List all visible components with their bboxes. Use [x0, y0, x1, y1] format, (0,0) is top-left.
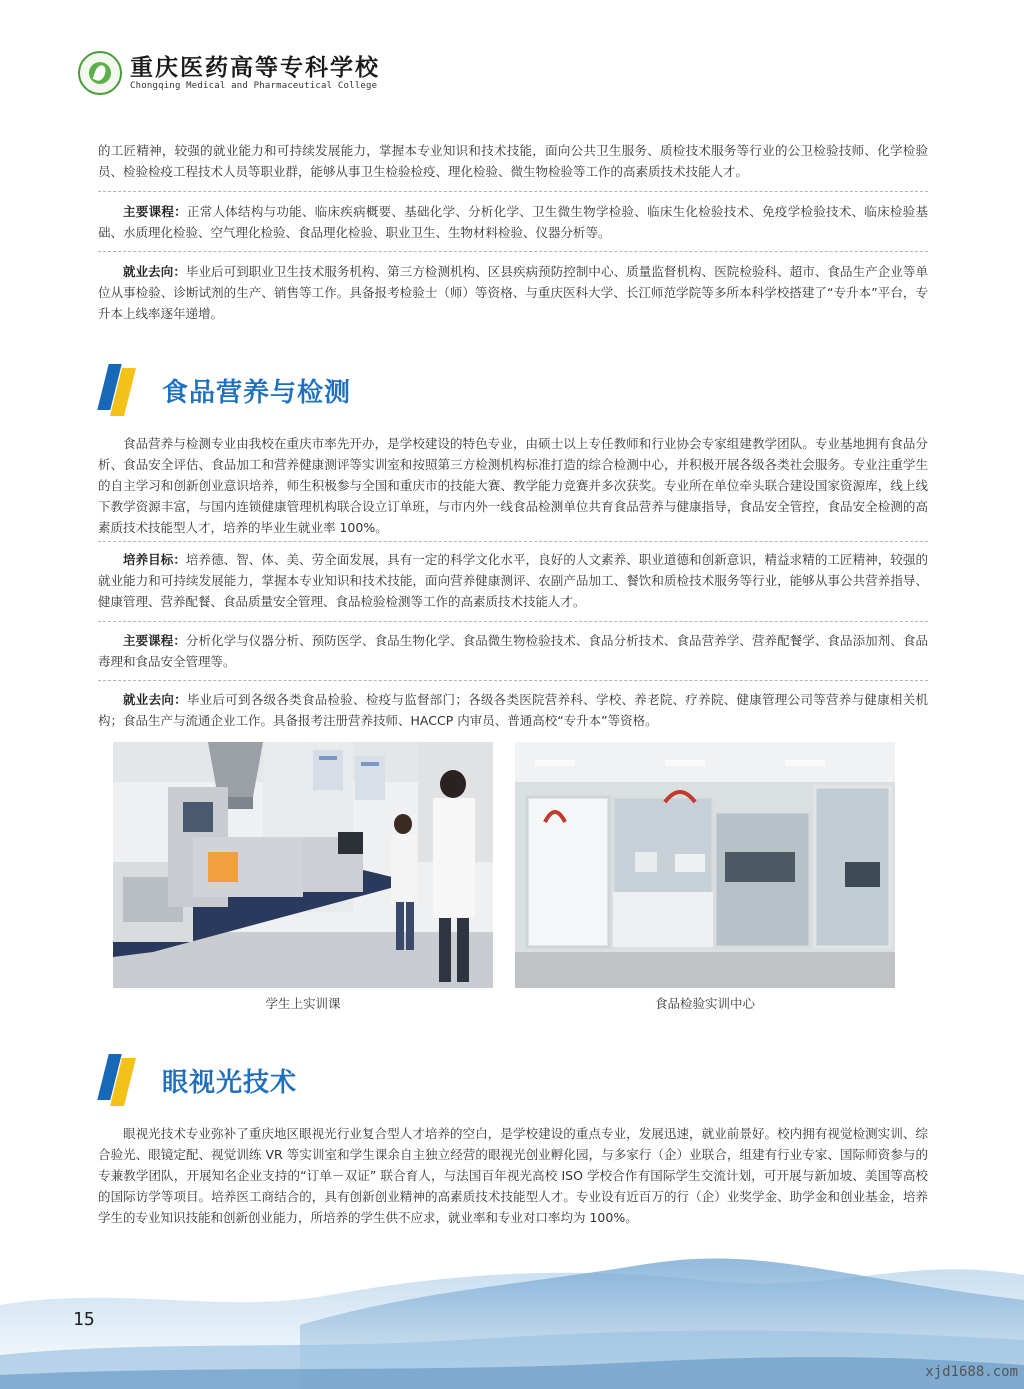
divider — [98, 621, 928, 622]
page-number: 15 — [73, 1309, 95, 1330]
testing-center-photo — [515, 742, 895, 988]
mountain-landscape-decoration — [0, 1245, 1024, 1389]
divider — [98, 541, 928, 542]
section-heading-optometry — [100, 1052, 297, 1108]
courses-label: 主要课程： — [123, 633, 186, 648]
optometry-intro-paragraph: 眼视光技术专业弥补了重庆地区眼视光行业复合型人才培养的空白，是学校建设的重点专业，发展迅速，就业前景好。校内拥有视觉检测实训、综合验光、眼镜定配、视觉训练 VR 等实训室和学生课余自主独立经营的眼视光创业孵化园，与多家行（企）业联合，组建有行业专家、国际师资参与的专兼教学团队，开展知名企业支持的“订单－双证” 联合育人，与法国百年视光高校 ISO 学校合作有国际学生交流计划，可开展与新加坡、美国等高校的国际访学等项目。培养医工商结合的，具有创新创业精神的高素质技术技能型人才。专业设有近百万的行（企）业奖学金、助学金和创业基金，培养学生的专业知识技能和创新创业能力，所培养的学生供不应求，就业率和专业对口率均为 100%。 — [98, 1126, 928, 1225]
divider — [98, 191, 928, 192]
photo-caption-testing-center: 食品检验实训中心 — [654, 996, 755, 1011]
divider — [98, 251, 928, 252]
section-heading-bars-icon — [100, 362, 148, 418]
college-logo-icon — [78, 51, 122, 95]
lab-class-photo — [113, 742, 493, 988]
section-heading-bars-icon — [100, 1052, 148, 1108]
college-name-en: Chongqing Medical and Pharmaceutical College — [130, 81, 378, 91]
food-intro-paragraph: 食品营养与检测专业由我校在重庆市率先开办，是学校建设的特色专业，由硕士以上专任教师和行业协会专家组建教学团队。专业基地拥有食品分析、食品安全评估、食品加工和营养健康测评等实训室和按照第三方检测机构标准打造的综合检测中心，并积极开展各级各类社会服务。专业注重学生的自主学习和创新创业意识培养，师生积极参与全国和重庆市的技能大赛、教学能力竞赛并多次获奖。专业所在单位牵头联合建设国家资源库，线上线下教学资源丰富，与国内连锁健康管理机构联合设立订单班，与市内外一线食品检测单位共育食品营养与健康指导，食品安全管控，食品安全检测的高素质技术技能型人才，培养的毕业生就业率 100%。 — [98, 436, 928, 535]
photo-caption-lab-class: 学生上实训课 — [265, 996, 341, 1011]
jobs-text: 毕业后可到各级各类食品检验、检疫与监督部门；各级各类医院营养科、学校、养老院、疗养院、健康管理公司等营养与健康相关机构；食品生产与流通企业工作。具备报考注册营养技师、HACCP 内审员、普通高校“专升本”等资格。 — [98, 692, 928, 728]
college-name-cn: 重庆医药高等专科学校 — [130, 54, 380, 81]
prev-courses-paragraph — [98, 201, 928, 243]
jobs-text: 毕业后可到职业卫生技术服务机构、第三方检测机构、区县疾病预防控制中心、质量监督机构、医院检验科、超市、食品生产企业等单位从事检验、诊断试剂的生产、销售等工作。具备报考检验士（师）等资格、与重庆医科大学、长江师范学院等多所本科学校搭建了“专升本”平台，专升本上线率逐年递增。 — [98, 264, 928, 321]
site-watermark: xjd1688.com — [925, 1364, 1018, 1380]
jobs-label: 就业去向： — [123, 264, 186, 279]
college-name — [130, 54, 380, 92]
section-title-optometry: 眼视光技术 — [162, 1067, 298, 1098]
food-courses-paragraph — [98, 630, 928, 672]
college-header — [78, 50, 380, 96]
courses-text: 分析化学与仪器分析、预防医学、食品生物化学、食品微生物检验技术、食品分析技术、食品营养学、营养配餐学、食品添加剂、食品毒理和食品安全管理等。 — [98, 633, 928, 669]
goal-label: 培养目标： — [123, 552, 186, 567]
prev-jobs-paragraph — [98, 261, 928, 324]
section-title-food: 食品营养与检测 — [162, 377, 352, 408]
prev-section-paragraph: 的工匠精神，较强的就业能力和可持续发展能力，掌握本专业知识和技术技能，面向公共卫生服务、质检技术服务等行业的公卫检验技师、化学检验员、检验检疫工程技术人员等职业群，能够从事卫生检验检疫、理化检验、微生物检验等工作的高素质技术技能人才。 — [98, 143, 928, 179]
section-heading-food — [100, 362, 351, 418]
divider — [98, 680, 928, 681]
goal-text: 培养德、智、体、美、劳全面发展，具有一定的科学文化水平，良好的人文素养、职业道德和创新意识，精益求精的工匠精神，较强的就业能力和可持续发展能力，掌握本专业知识和技术技能，面向营养健康测评、农副产品加工、餐饮和质检技术服务等行业，能够从事公共营养指导、健康管理、营养配餐、食品质量安全管理、食品检验检测等工作的高素质技术技能人才。 — [98, 552, 928, 609]
food-jobs-paragraph — [98, 689, 928, 731]
courses-label: 主要课程： — [123, 204, 187, 219]
courses-text: 正常人体结构与功能、临床疾病概要、基础化学、分析化学、卫生微生物学检验、临床生化检验技术、免疫学检验技术、临床检验基础、水质理化检验、空气理化检验、食品理化检验、职业卫生、生物材料检验、仪器分析等。 — [98, 204, 928, 240]
jobs-label: 就业去向： — [123, 692, 187, 707]
food-goal-paragraph — [98, 549, 928, 612]
